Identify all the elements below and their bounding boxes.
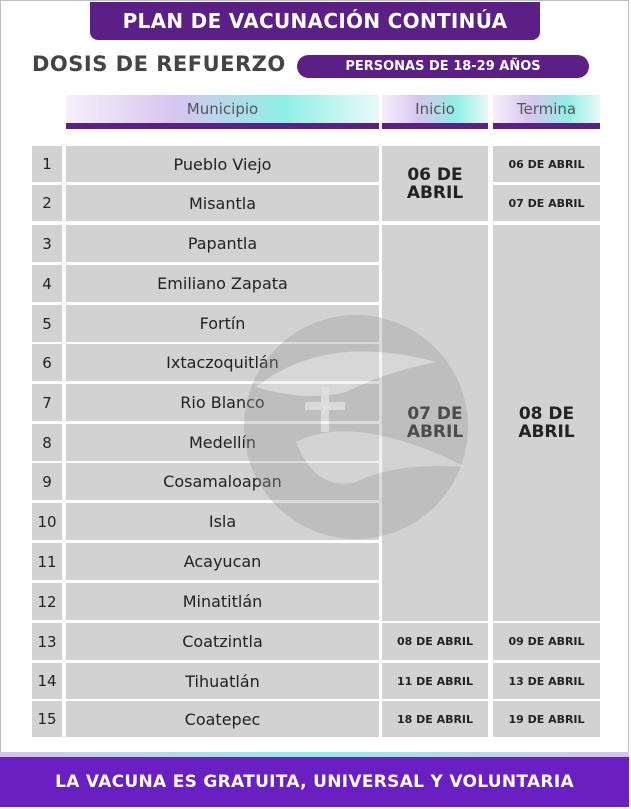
municipio-cell: Acayucan [66,543,379,580]
municipio-cell: Rio Blanco [66,384,379,421]
date-line: 07 DE [407,404,463,424]
date-line: 08 DE [518,404,575,424]
row-number: 3 [32,225,62,262]
date-line: ABRIL [406,422,464,442]
municipio-cell: Fortín [66,305,379,342]
municipio-cell: Isla [66,503,379,540]
municipio-cell: Coatepec [66,701,379,737]
row-number: 12 [32,583,62,620]
row-number: 5 [32,305,62,342]
termina-cell-rows-3-12 [493,225,600,621]
row-number: 2 [32,185,62,221]
header-termina: Termina [493,95,600,123]
age-badge: PERSONAS DE 18-29 AÑOS [297,55,589,78]
row-number: 6 [32,344,62,381]
inicio-cell-row-15: 18 DE ABRIL [382,701,488,737]
termina-cell-row-2: 07 DE ABRIL [493,185,600,221]
row-number: 13 [32,623,62,660]
row-number: 7 [32,384,62,421]
municipio-cell: Misantla [66,185,379,221]
municipio-cell: Medellín [66,424,379,461]
row-number: 8 [32,424,62,461]
municipio-cell: Emiliano Zapata [66,265,379,302]
termina-cell-row-14: 13 DE ABRIL [493,663,600,699]
header-underline [493,123,600,129]
municipio-cell: Tihuatlán [66,663,379,699]
footer-banner: LA VACUNA ES GRATUITA, UNIVERSAL Y VOLUNTARIA [0,757,629,807]
municipio-cell: Cosamaloapan [66,463,379,500]
header-underline [382,123,488,129]
row-number: 14 [32,663,62,699]
inicio-cell-row-13: 08 DE ABRIL [382,623,488,660]
inicio-cell-rows-3-12 [382,225,488,621]
row-number: 11 [32,543,62,580]
municipio-cell: Pueblo Viejo [66,146,379,182]
section-subtitle: DOSIS DE REFUERZO [32,52,286,76]
date-line: ABRIL [518,422,575,442]
inicio-cell-rows-1-2 [382,146,488,221]
date-line: 06 DE [407,164,463,185]
termina-cell-row-13: 09 DE ABRIL [493,623,600,660]
row-number: 4 [32,265,62,302]
header-inicio: Inicio [382,95,488,123]
header-municipio: Municipio [66,95,379,123]
row-number: 9 [32,463,62,500]
municipio-cell: Ixtaczoquitlán [66,344,379,381]
inicio-cell-row-14: 11 DE ABRIL [382,663,488,699]
row-number: 10 [32,503,62,540]
municipio-cell: Coatzintla [66,623,379,660]
date-line: ABRIL [406,182,464,203]
header-underline [66,123,379,129]
municipio-cell: Minatitlán [66,583,379,620]
municipio-cell: Papantla [66,225,379,262]
row-number: 1 [32,146,62,182]
termina-cell-row-1: 06 DE ABRIL [493,146,600,182]
termina-cell-row-15: 19 DE ABRIL [493,701,600,737]
page-title: PLAN DE VACUNACIÓN CONTINÚA [90,2,540,40]
row-number: 15 [32,701,62,737]
